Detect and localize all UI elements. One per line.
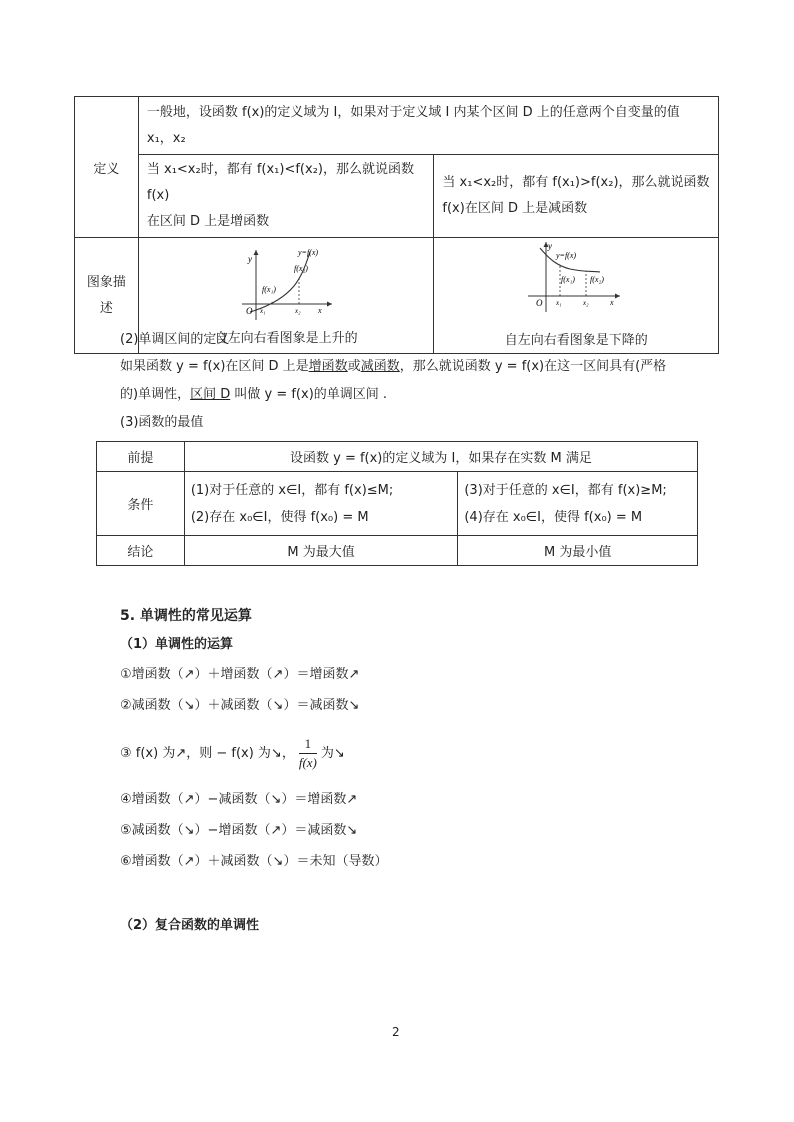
curve-label: y=f(x) xyxy=(556,250,577,260)
underline-decreasing: 减函数 xyxy=(360,359,400,374)
section-5-sub-2: （2）复合函数的单调性 xyxy=(120,918,260,933)
definition-cell xyxy=(138,97,718,155)
section-2-title: (2)单调区间的定义 xyxy=(120,332,230,347)
y-axis-arrow xyxy=(254,250,259,255)
decreasing-definition-cell: 当 x₁<x₂时，都有 f(x₁)>f(x₂)，那么就说函数 f(x)在区间 D 上是减函数 xyxy=(434,155,719,238)
page-number: 2 xyxy=(392,1025,400,1039)
x2-label: x₂ xyxy=(295,306,301,315)
max-condition-cell: (1)对于任意的 x∈I，都有 f(x)≤M; (2)存在 x₀∈I，使得 f(x₀) = M xyxy=(184,472,458,536)
rule-3: ③ f(x) 为↗，则 − f(x) 为↘， $\frac{1}{f(x)}$ 为↘ xyxy=(120,736,345,770)
increasing-function-graph xyxy=(236,246,336,324)
conclusion-min: M 为最小值 xyxy=(458,536,698,566)
x1-label: x₁ xyxy=(556,298,562,307)
extremum-table xyxy=(96,441,698,566)
x-label: x xyxy=(610,297,614,307)
x-axis-arrow xyxy=(615,293,620,298)
reciprocal-fraction: $\frac{1}{f(x)}$ xyxy=(298,736,317,770)
section-5-sub-1: （1）单调性的运算 xyxy=(120,637,234,652)
premise-text: 设函数 y = f(x)的定义域为 I，如果存在实数 M 满足 xyxy=(184,442,697,472)
section-2-line-2: 的)单调性，区间 D 叫做 y = f(x)的单调区间 . xyxy=(120,387,388,402)
row-label-graph: 图象描 述 xyxy=(75,238,139,354)
section-5-title: 5. 单调性的常见运算 xyxy=(120,608,252,624)
row-label-premise: 前提 xyxy=(97,442,185,472)
y-label: y xyxy=(248,253,253,264)
y-label: y xyxy=(548,240,553,251)
increasing-caption: 自左向右看图象是上升的 xyxy=(214,330,358,346)
rule-2: ②减函数（↘）＋减函数（↘）＝减函数↘ xyxy=(120,698,360,713)
fx2-label: f(x₂) xyxy=(294,263,309,273)
min-condition-cell: (3)对于任意的 x∈I，都有 f(x)≥M; (4)存在 x₀∈I，使得 f(x₀) = M xyxy=(458,472,698,536)
rule-4: ④增函数（↗）−减函数（↘）＝增函数↗ xyxy=(120,792,358,807)
decreasing-graph-cell xyxy=(434,238,719,354)
decreasing-caption: 自左向右看图象是下降的 xyxy=(504,332,648,348)
origin-label: O xyxy=(536,297,543,308)
underline-interval: 区间 D xyxy=(190,387,231,402)
fx1-label: f(x₁) xyxy=(561,274,576,284)
rule-6: ⑥增函数（↗）＋减函数（↘）＝未知（导数） xyxy=(120,854,388,869)
x-axis-arrow xyxy=(327,301,332,306)
underline-increasing: 增函数 xyxy=(308,359,348,374)
decreasing-function-graph xyxy=(526,240,626,318)
section-3-title: (3)函数的最值 xyxy=(120,415,204,430)
rule-1: ①增函数（↗）＋增函数（↗）＝增函数↗ xyxy=(120,667,360,682)
curve-label: y=f(x) xyxy=(298,247,319,257)
x-label: x xyxy=(318,305,322,315)
row-label-conclusion: 结论 xyxy=(97,536,185,566)
section-2-line-1: 如果函数 y = f(x)在区间 D 上是增函数或减函数，那么就说函数 y = f(x)在这一区间具有(严格 xyxy=(120,359,667,374)
x2-label: x₂ xyxy=(583,298,589,307)
increasing-definition-cell: 当 x₁<x₂时，都有 f(x₁)<f(x₂)，那么就说函数 f(x) 在区间 D 上是增函数 xyxy=(138,155,434,238)
monotonic-definition-table xyxy=(74,96,719,354)
increasing-curve xyxy=(250,252,310,312)
definition-text: 一般地，设函数 f(x)的定义域为 I，如果对于定义域 I 内某个区间 D 上的任意两个自变量的值 xyxy=(146,104,680,120)
fx1-label: f(x₁) xyxy=(262,284,277,294)
row-label-definition: 定义 xyxy=(75,97,139,238)
fx2-label: f(x₂) xyxy=(590,274,605,284)
definition-vars: x₁，x₂ xyxy=(146,130,186,146)
origin-label: O xyxy=(246,305,253,316)
row-label-condition: 条件 xyxy=(97,472,185,536)
rule-5: ⑤减函数（↘）−增函数（↗）＝减函数↘ xyxy=(120,823,358,838)
conclusion-max: M 为最大值 xyxy=(184,536,458,566)
x1-label: x₁ xyxy=(260,306,266,315)
